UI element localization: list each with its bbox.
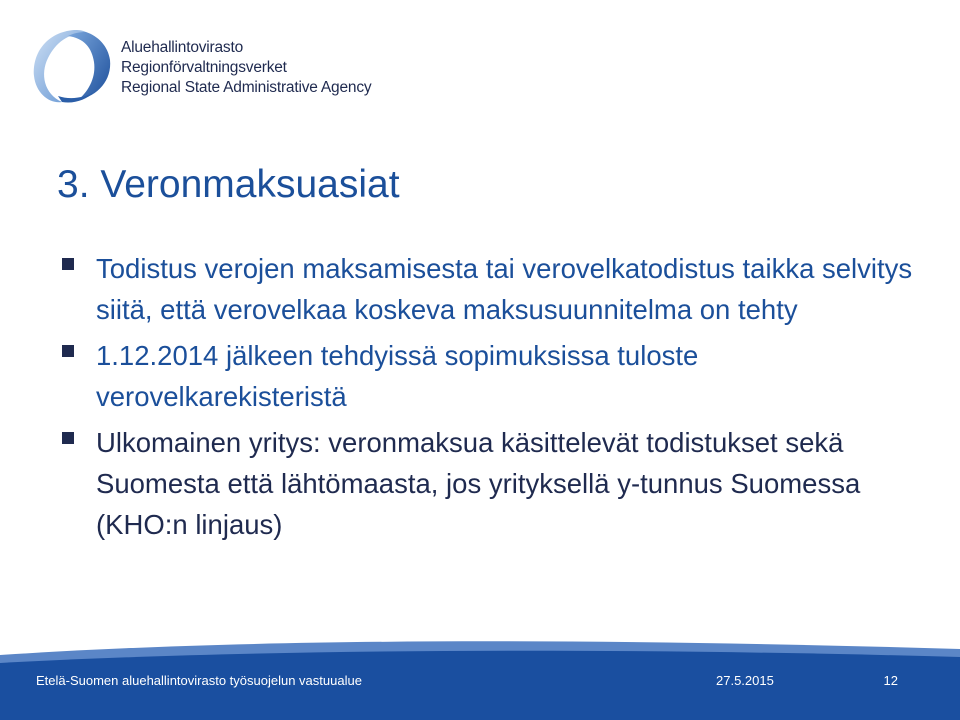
- slide-title: 3. Veronmaksuasiat: [57, 163, 400, 206]
- square-bullet-icon: [62, 258, 74, 270]
- footer-date: 27.5.2015: [716, 673, 774, 688]
- bullet-text: Ulkomainen yritys: veronmaksua käsittelevät todistukset sekä Suomesta että lähtömaasta, jos yrityksellä y-tunnus Suomessa (KHO:n linjaus): [96, 427, 861, 540]
- footer-bar: [0, 641, 960, 720]
- square-bullet-icon: [62, 345, 74, 357]
- org-name-finnish: Aluehallintovirasto: [121, 39, 243, 56]
- agency-logo-icon: [28, 26, 118, 106]
- organization-names: [121, 38, 371, 98]
- bullet-item: [60, 248, 920, 330]
- page-number: 12: [883, 673, 898, 688]
- footer-organization: Etelä-Suomen aluehallintovirasto työsuojelun vastuualue: [36, 673, 362, 688]
- org-name-swedish: Regionförvaltningsverket: [121, 59, 287, 76]
- org-name-english: Regional State Administrative Agency: [121, 79, 372, 96]
- bullet-text: 1.12.2014 jälkeen tehdyissä sopimuksissa tuloste verovelkarekisteristä: [96, 340, 699, 412]
- bullet-item: [60, 335, 920, 417]
- bullet-list: [60, 248, 920, 550]
- bullet-text: Todistus verojen maksamisesta tai verovelkatodistus taikka selvitys siitä, että verovelkaa koskeva maksusuunnitelma on tehty: [96, 253, 913, 325]
- bullet-item: [60, 422, 920, 545]
- square-bullet-icon: [62, 432, 74, 444]
